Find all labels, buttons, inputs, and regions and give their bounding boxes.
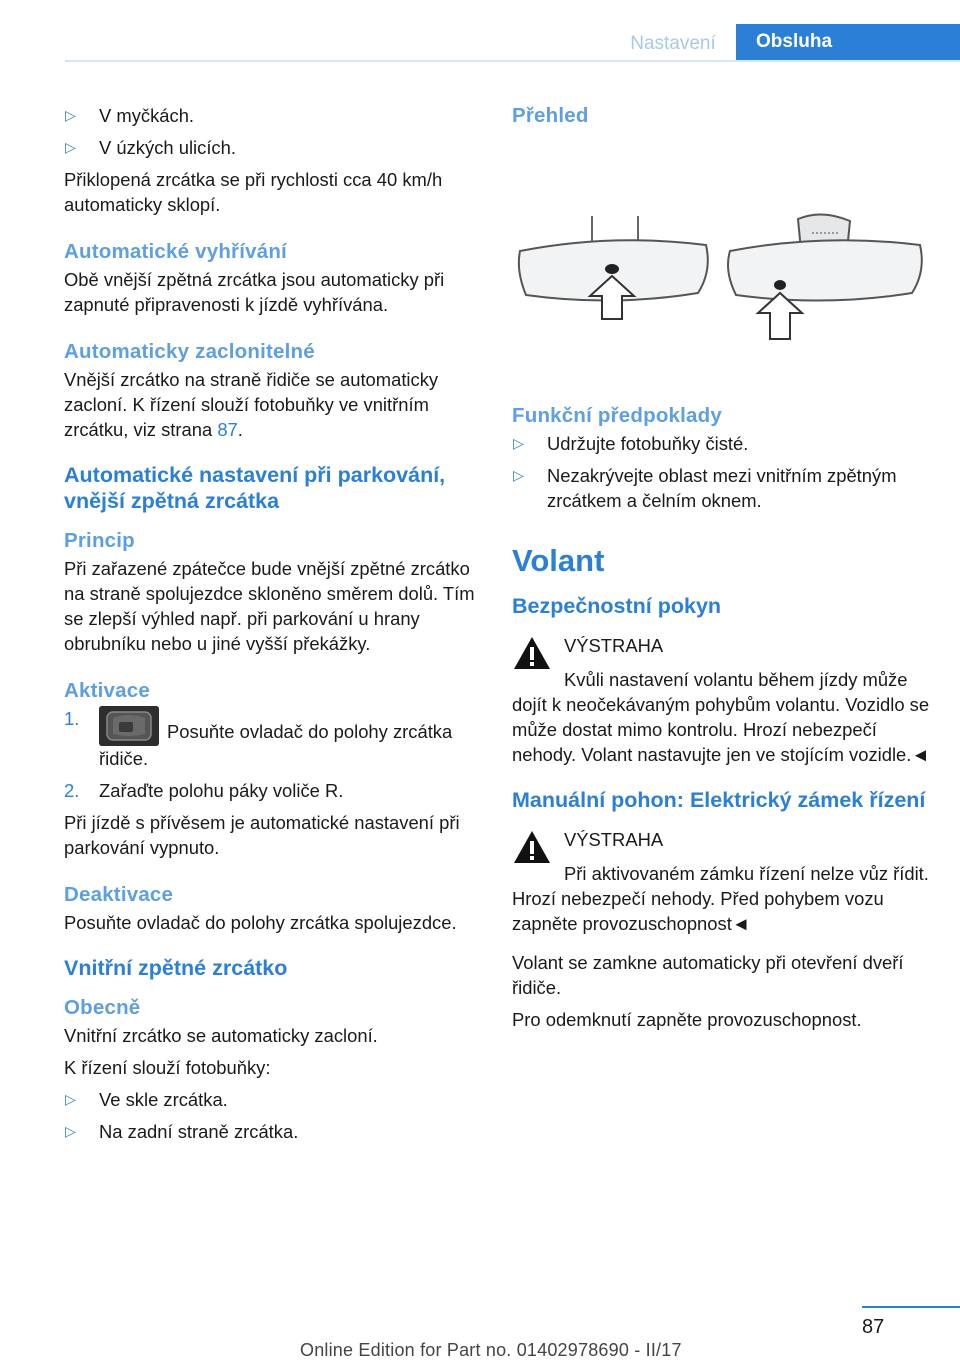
heading-general: Obecně xyxy=(64,996,141,1019)
fold-paragraph: Přiklopená zrcátka se při rychlosti cca 40 km/h automaticky sklopí. xyxy=(64,169,443,215)
bullet-triangle-icon: ▷ xyxy=(65,139,76,155)
list-item: ▷ Udržujte fotobuňky čisté. xyxy=(513,433,749,454)
footer-rule xyxy=(862,1306,960,1308)
heading-activation: Aktivace xyxy=(64,679,150,702)
lock-paragraph-2: Pro odemknutí zapněte provozuschopnost. xyxy=(512,1009,862,1030)
heading-deactivation: Deaktivace xyxy=(64,883,174,906)
bullet-triangle-icon: ▷ xyxy=(513,435,524,451)
page-reference-link[interactable]: 87 xyxy=(217,419,238,440)
header-rule xyxy=(65,60,960,62)
heading-safety: Bezpečnostní pokyn xyxy=(512,594,722,618)
heading-dimming: Automaticky zaclonitelné xyxy=(64,340,315,363)
bullet-triangle-icon: ▷ xyxy=(65,1123,76,1139)
general-paragraph-2: K řízení slouží fotobuňky: xyxy=(64,1057,271,1078)
warning-text: VÝSTRAHA xyxy=(564,635,664,656)
edition-note: Online Edition for Part no. 01402978690 - II/17 xyxy=(300,1340,682,1360)
warning-block xyxy=(512,827,932,865)
left-column xyxy=(64,103,482,1151)
warning-body: Při aktivovaném zámku řízení nelze vůz řídit. Hrozí nebezpečí nehody. Před pohybem vozu zapněte provozuschopnost◄ xyxy=(512,863,929,934)
list-item: ▷ Na zadní straně zrcátka. xyxy=(65,1121,299,1142)
header-section-tab: Nastavení xyxy=(630,33,716,54)
heading-interior-mirror: Vnitřní zpětné zrcátko xyxy=(64,956,288,980)
trailer-paragraph: Při jízdě s přívěsem je automatické nastavení při parkování vypnuto. xyxy=(64,812,460,858)
heading-parking: Automatické nastavení při parkování, vnější zpětná zrcátka xyxy=(64,463,446,513)
list-item: ▷ V úzkých ulicích. xyxy=(65,137,236,158)
bullet-triangle-icon: ▷ xyxy=(513,467,524,483)
bullet-triangle-icon: ▷ xyxy=(65,107,76,123)
list-item: ▷ Ve skle zrcátka. xyxy=(65,1089,228,1110)
right-column xyxy=(512,103,932,1039)
step-item: 1. Posuňte ovladač do polohy zrcátka řidiče. xyxy=(64,708,453,769)
interior-mirror-illustration xyxy=(512,141,932,381)
heating-paragraph: Obě vnější zpětná zrcátka jsou automaticky při zapnuté připravenosti k jízdě vyhřívána. xyxy=(64,269,445,315)
list-item: ▷ V myčkách. xyxy=(65,105,195,126)
heading-overview: Přehled xyxy=(512,104,589,127)
principle-paragraph: Při zařazené zpátečce bude vnější zpětné zrcátko na straně spolujezdce skloněno směrem dolů. Tím se zlepší výhled např. při parkování u hrany obrubníku nebo u jiné vyšší překážky. xyxy=(64,558,475,654)
warning-block xyxy=(512,633,932,671)
warning-text: VÝSTRAHA xyxy=(564,829,664,850)
warning-triangle-icon xyxy=(512,635,552,671)
heading-steering-lock: Manuální pohon: Elektrický zámek řízení xyxy=(512,788,926,812)
deactivation-paragraph: Posuňte ovladač do polohy zrcátka spolujezdce. xyxy=(64,912,457,933)
heading-principle: Princip xyxy=(64,529,135,552)
general-paragraph-1: Vnitřní zrcátko se automaticky zacloní. xyxy=(64,1025,378,1046)
heading-prerequisites: Funkční předpoklady xyxy=(512,404,722,427)
page-number: 87 xyxy=(862,1316,885,1338)
mirror-switch-image xyxy=(99,706,159,746)
heading-steering-wheel: Volant xyxy=(512,543,605,578)
lock-paragraph-1: Volant se zamkne automaticky při otevření dveří řidiče. xyxy=(512,952,904,998)
step-item: 2. Zařaďte polohu páky voliče R. xyxy=(64,780,344,801)
heading-heating: Automatické vyhřívání xyxy=(64,240,287,263)
bullet-triangle-icon: ▷ xyxy=(65,1091,76,1107)
header-chapter-tab: Obsluha xyxy=(736,24,960,60)
dimming-paragraph: Vnější zrcátko na straně řidiče se automaticky zacloní. K řízení slouží fotobuňky ve vnitřním zrcátku, viz strana 87. xyxy=(64,369,439,440)
warning-body: Kvůli nastavení volantu během jízdy může dojít k neočekávaným pohybům volantu. Vozidlo se může dostat mimo kontrolu. Hrozí nebezpečí nehody. Volant nastavujte jen ve stojícím vozidle.◄ xyxy=(512,669,930,765)
warning-triangle-icon xyxy=(512,829,552,865)
list-item: ▷ Nezakrývejte oblast mezi vnitřním zpětným zrcátkem a čelním oknem. xyxy=(513,465,897,511)
